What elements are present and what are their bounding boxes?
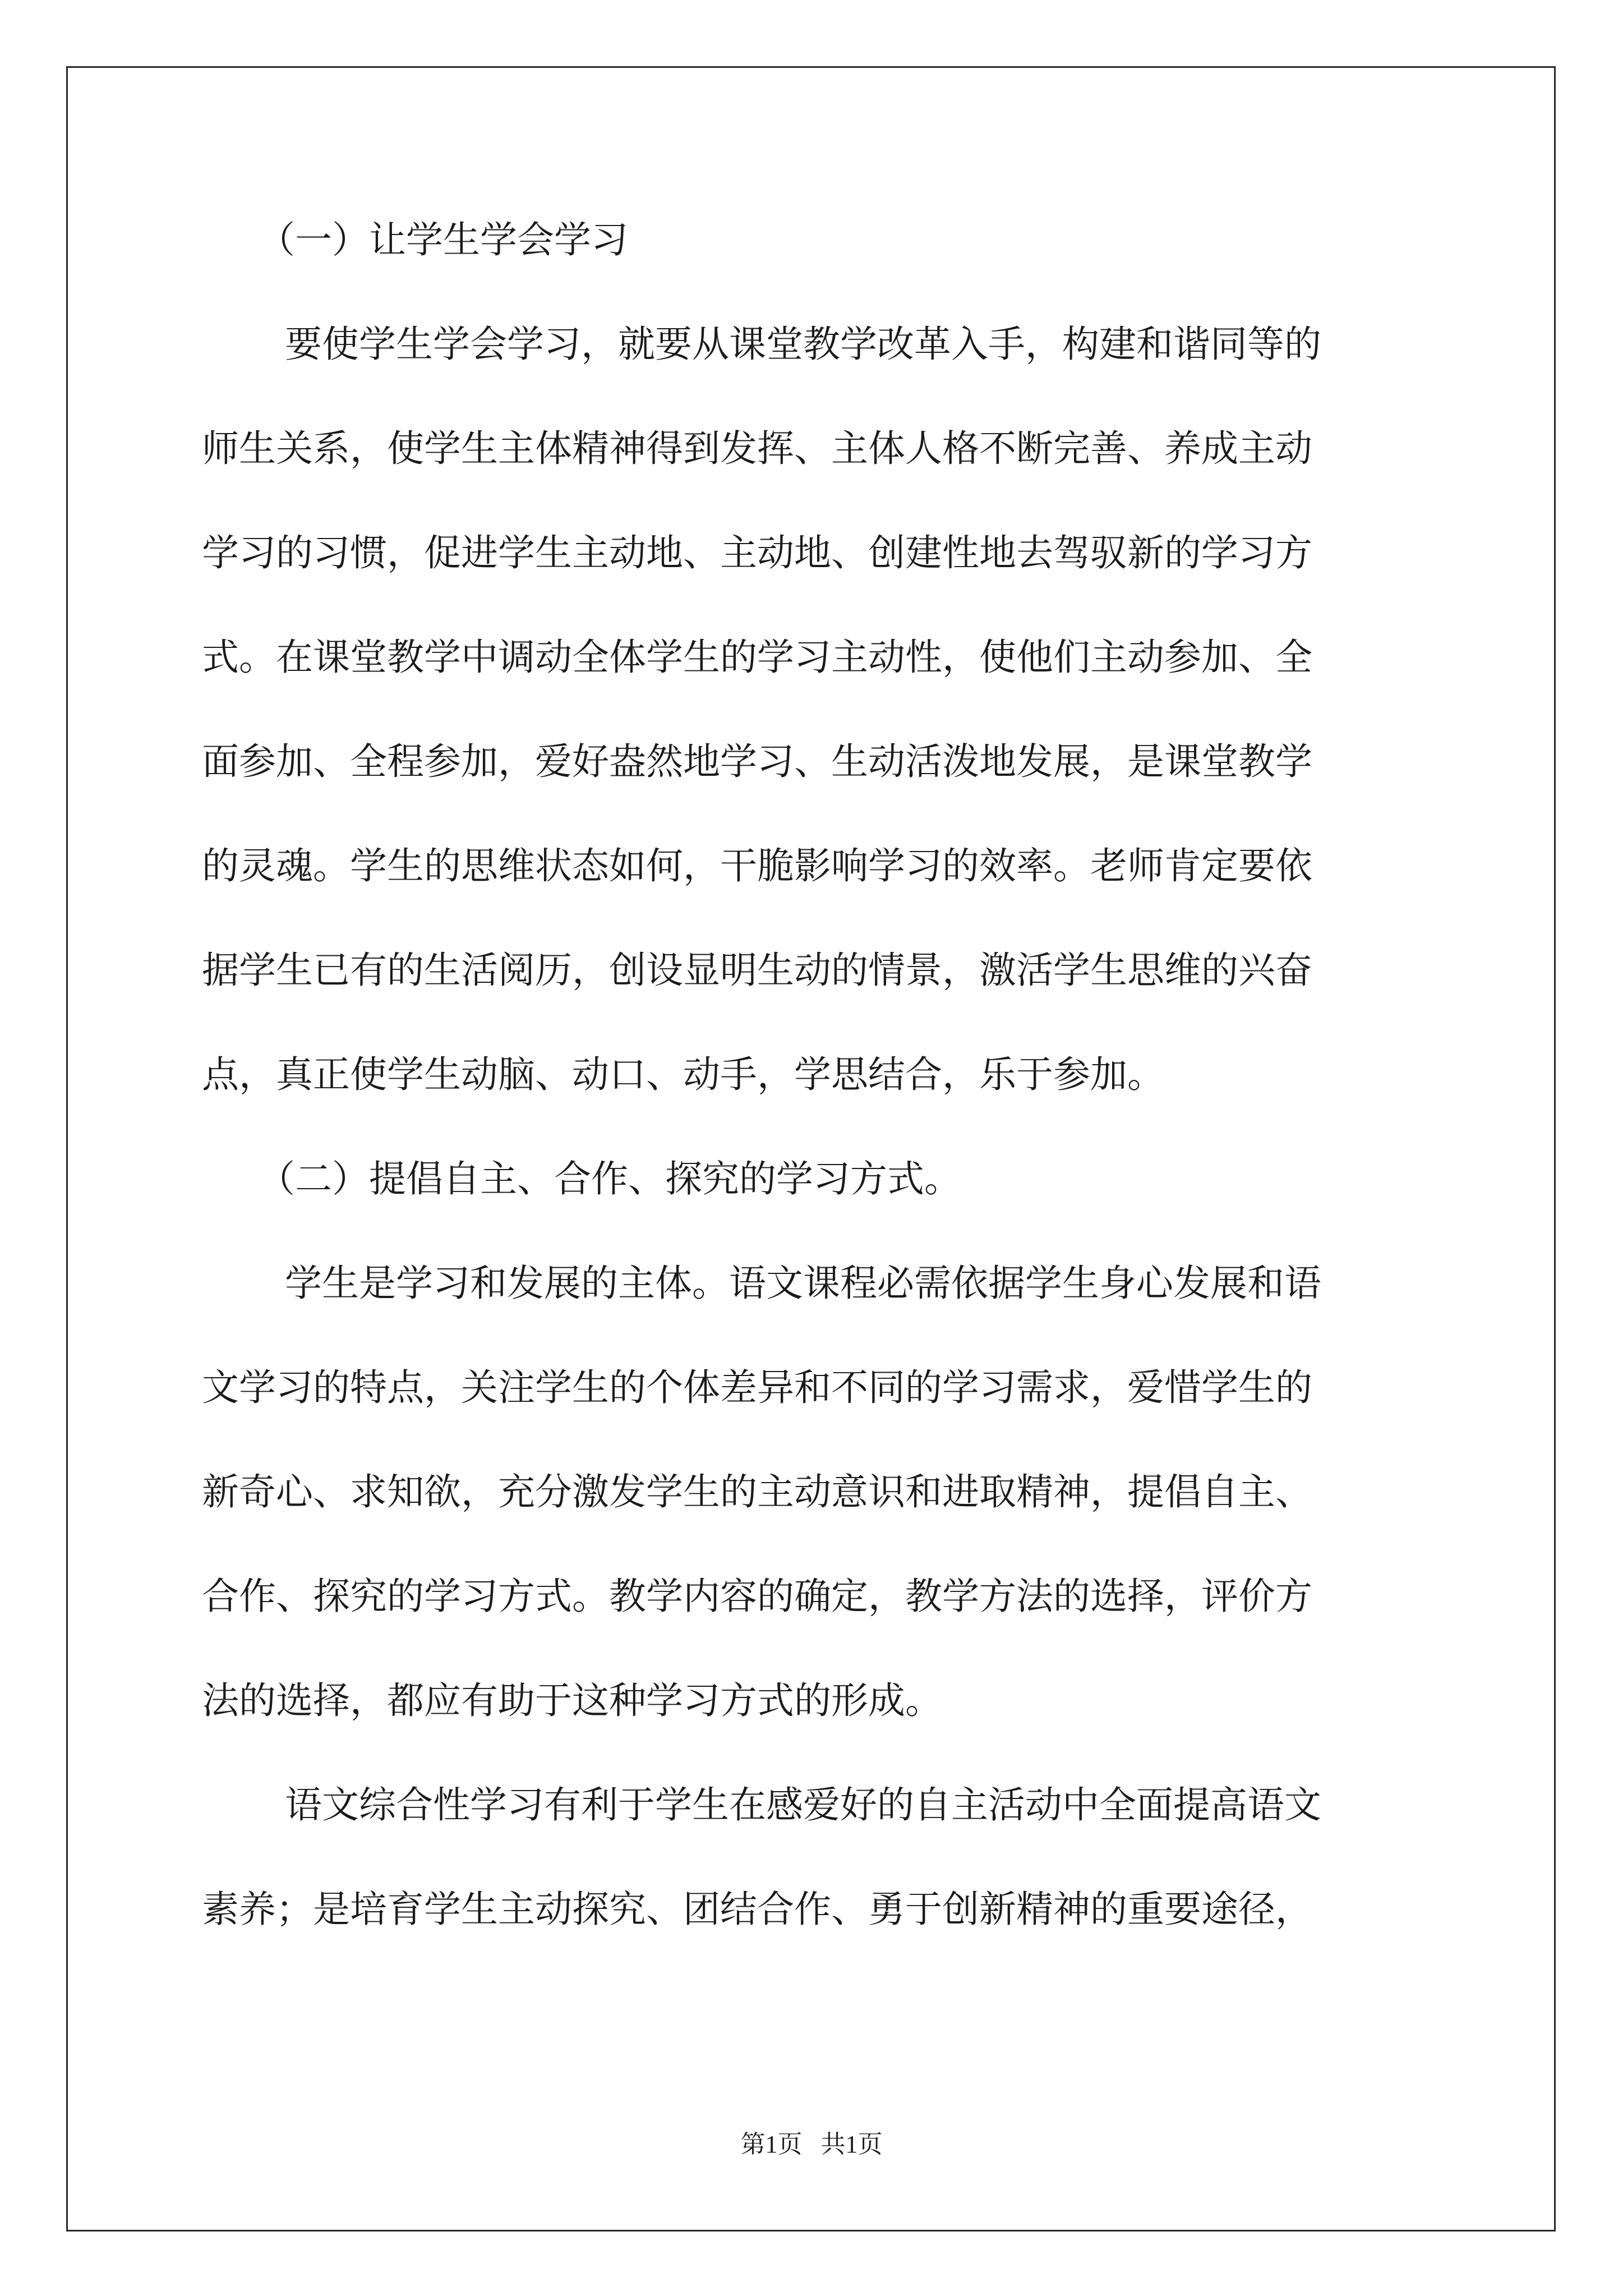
page-number: 第1页 [740,2131,803,2158]
page-footer [0,2129,1623,2160]
paragraph-line: 师生关系，使学生主体精神得到发挥、主体人格不断完善、养成主动 [202,427,1312,470]
section-heading-1: （一）让学生学会学习 [258,218,628,261]
paragraph-line: 语文综合性学习有利于学生在感爱好的自主活动中全面提高语文 [285,1783,1321,1826]
paragraph-line: 面参加、全程参加，爱好盎然地学习、生动活泼地发展，是课堂教学 [202,740,1312,783]
paragraph-line: 学习的习惯，促进学生主动地、主动地、创建性地去驾驭新的学习方 [202,531,1312,574]
paragraph-line: 学生是学习和发展的主体。语文课程必需依据学生身心发展和语 [285,1262,1321,1305]
paragraph-line: 素养；是培育学生主动探究、团结合作、勇于创新精神的重要途径， [202,1888,1312,1931]
paragraph-line: 式。在课堂教学中调动全体学生的学习主动性，使他们主动参加、全 [202,636,1312,679]
paragraph-line: 要使学生学会学习，就要从课堂教学改革入手，构建和谐同等的 [285,323,1321,366]
paragraph-line: 的灵魂。学生的思维状态如何，干脆影响学习的效率。老师肯定要依 [202,844,1312,887]
paragraph-line: 文学习的特点，关注学生的个体差异和不同的学习需求，爱惜学生的 [202,1366,1312,1409]
paragraph-line: 点，真正使学生动脑、动口、动手，学思结合，乐于参加。 [202,1053,1164,1096]
paragraph-line: 合作、探究的学习方式。教学内容的确定，教学方法的选择，评价方 [202,1575,1312,1618]
paragraph-line: 新奇心、求知欲，充分激发学生的主动意识和进取精神，提倡自主、 [202,1470,1312,1513]
section-heading-2: （二）提倡自主、合作、探究的学习方式。 [258,1157,961,1200]
paragraph-line: 法的选择，都应有助于这种学习方式的形成。 [202,1679,942,1722]
page-total: 共1页 [820,2131,883,2158]
paragraph-line: 据学生已有的生活阅历，创设显明生动的情景，激活学生思维的兴奋 [202,949,1312,992]
